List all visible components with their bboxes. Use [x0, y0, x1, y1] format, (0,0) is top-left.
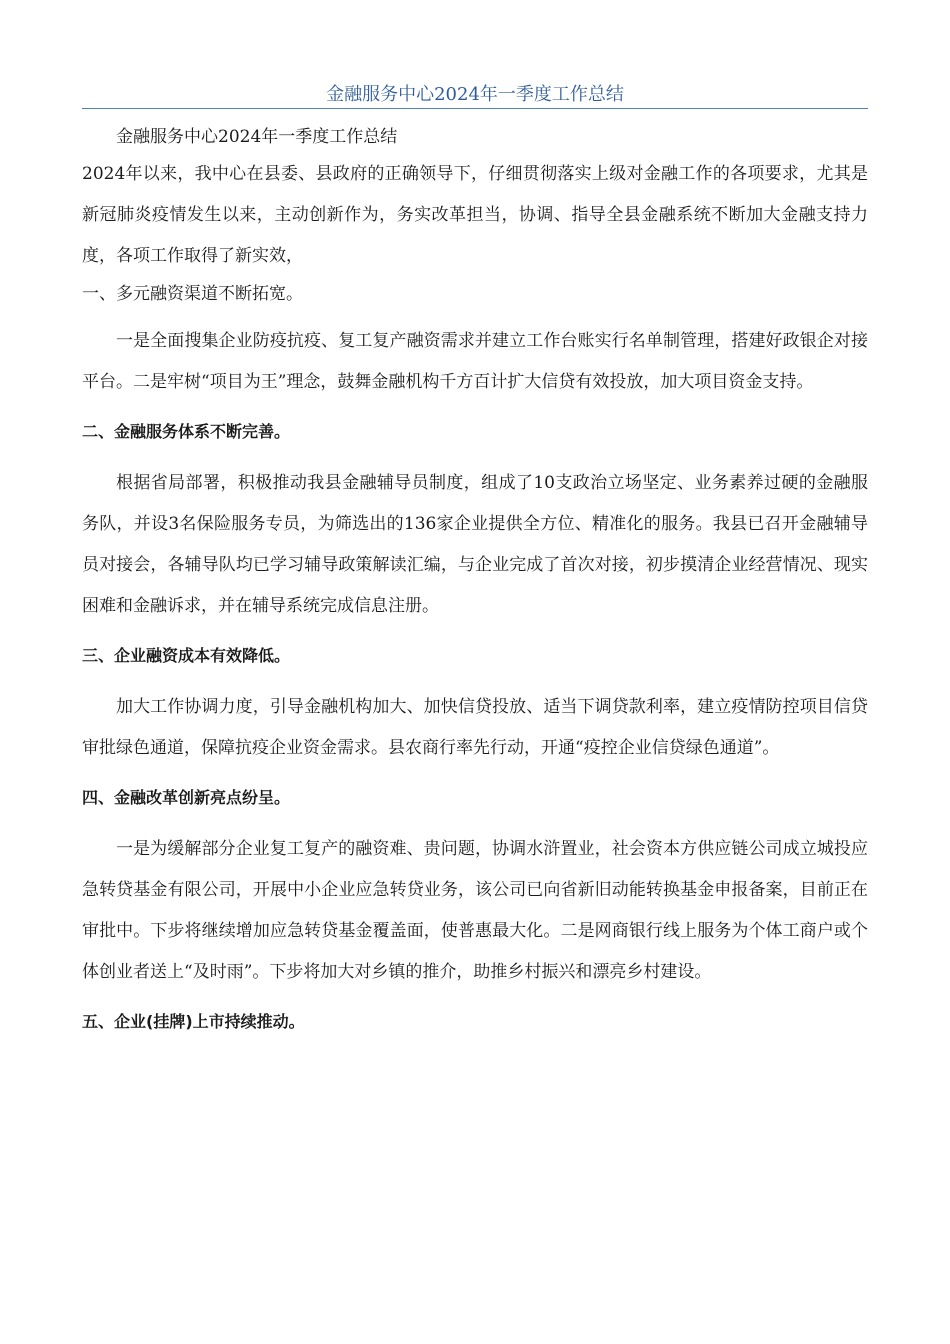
- document-body: [82, 120, 868, 1034]
- intro-paragraph: 2024年以来，我中心在县委、县政府的正确领导下，仔细贯彻落实上级对金融工作的各项要求，尤其是新冠肺炎疫情发生以来，主动创新作为，务实改革担当，协调、指导全县金融系统不断加大金融支持力度，各项工作取得了新实效，: [82, 164, 868, 266]
- header-divider: [82, 108, 868, 109]
- section-3-heading: 三、企业融资成本有效降低。: [82, 646, 291, 665]
- section-1-heading: 一、多元融资渠道不断拓宽。: [82, 284, 303, 304]
- section-2-body: 根据省局部署，积极推动我县金融辅导员制度，组成了10支政治立场坚定、业务素养过硬的金融服务队，并设3名保险服务专员，为筛选出的136家企业提供全方位、精准化的服务。我县已召开金融辅导员对接会，各辅导队均已学习辅导政策解读汇编，与企业完成了首次对接，初步摸清企业经营情况、现实困难和金融诉求，并在辅导系统完成信息注册。: [82, 473, 868, 616]
- section-4-heading: 四、金融改革创新亮点纷呈。: [82, 788, 291, 807]
- document-subtitle: 金融服务中心2024年一季度工作总结: [116, 127, 398, 147]
- section-4-body: 一是为缓解部分企业复工复产的融资难、贵问题，协调水浒置业，社会资本方供应链公司成立城投应急转贷基金有限公司，开展中小企业应急转贷业务，该公司已向省新旧动能转换基金申报备案，目前正在审批中。下步将继续增加应急转贷基金覆盖面，使普惠最大化。二是网商银行线上服务为个体工商户或个体创业者送上“及时雨”。下步将加大对乡镇的推介，助推乡村振兴和漂亮乡村建设。: [82, 839, 868, 982]
- section-2-heading: 二、金融服务体系不断完善。: [82, 422, 291, 441]
- section-5-heading: 五、企业(挂牌)上市持续推动。: [82, 1012, 305, 1031]
- section-1-body: 一是全面搜集企业防疫抗疫、复工复产融资需求并建立工作台账实行名单制管理，搭建好政银企对接平台。二是牢树“项目为王”理念，鼓舞金融机构千方百计扩大信贷有效投放，加大项目资金支持。: [82, 331, 868, 392]
- section-3-body: 加大工作协调力度，引导金融机构加大、加快信贷投放、适当下调贷款利率，建立疫情防控项目信贷审批绿色通道，保障抗疫企业资金需求。县农商行率先行动，开通“疫控企业信贷绿色通道”。: [82, 697, 868, 758]
- page-header-title: 金融服务中心2024年一季度工作总结: [326, 84, 624, 105]
